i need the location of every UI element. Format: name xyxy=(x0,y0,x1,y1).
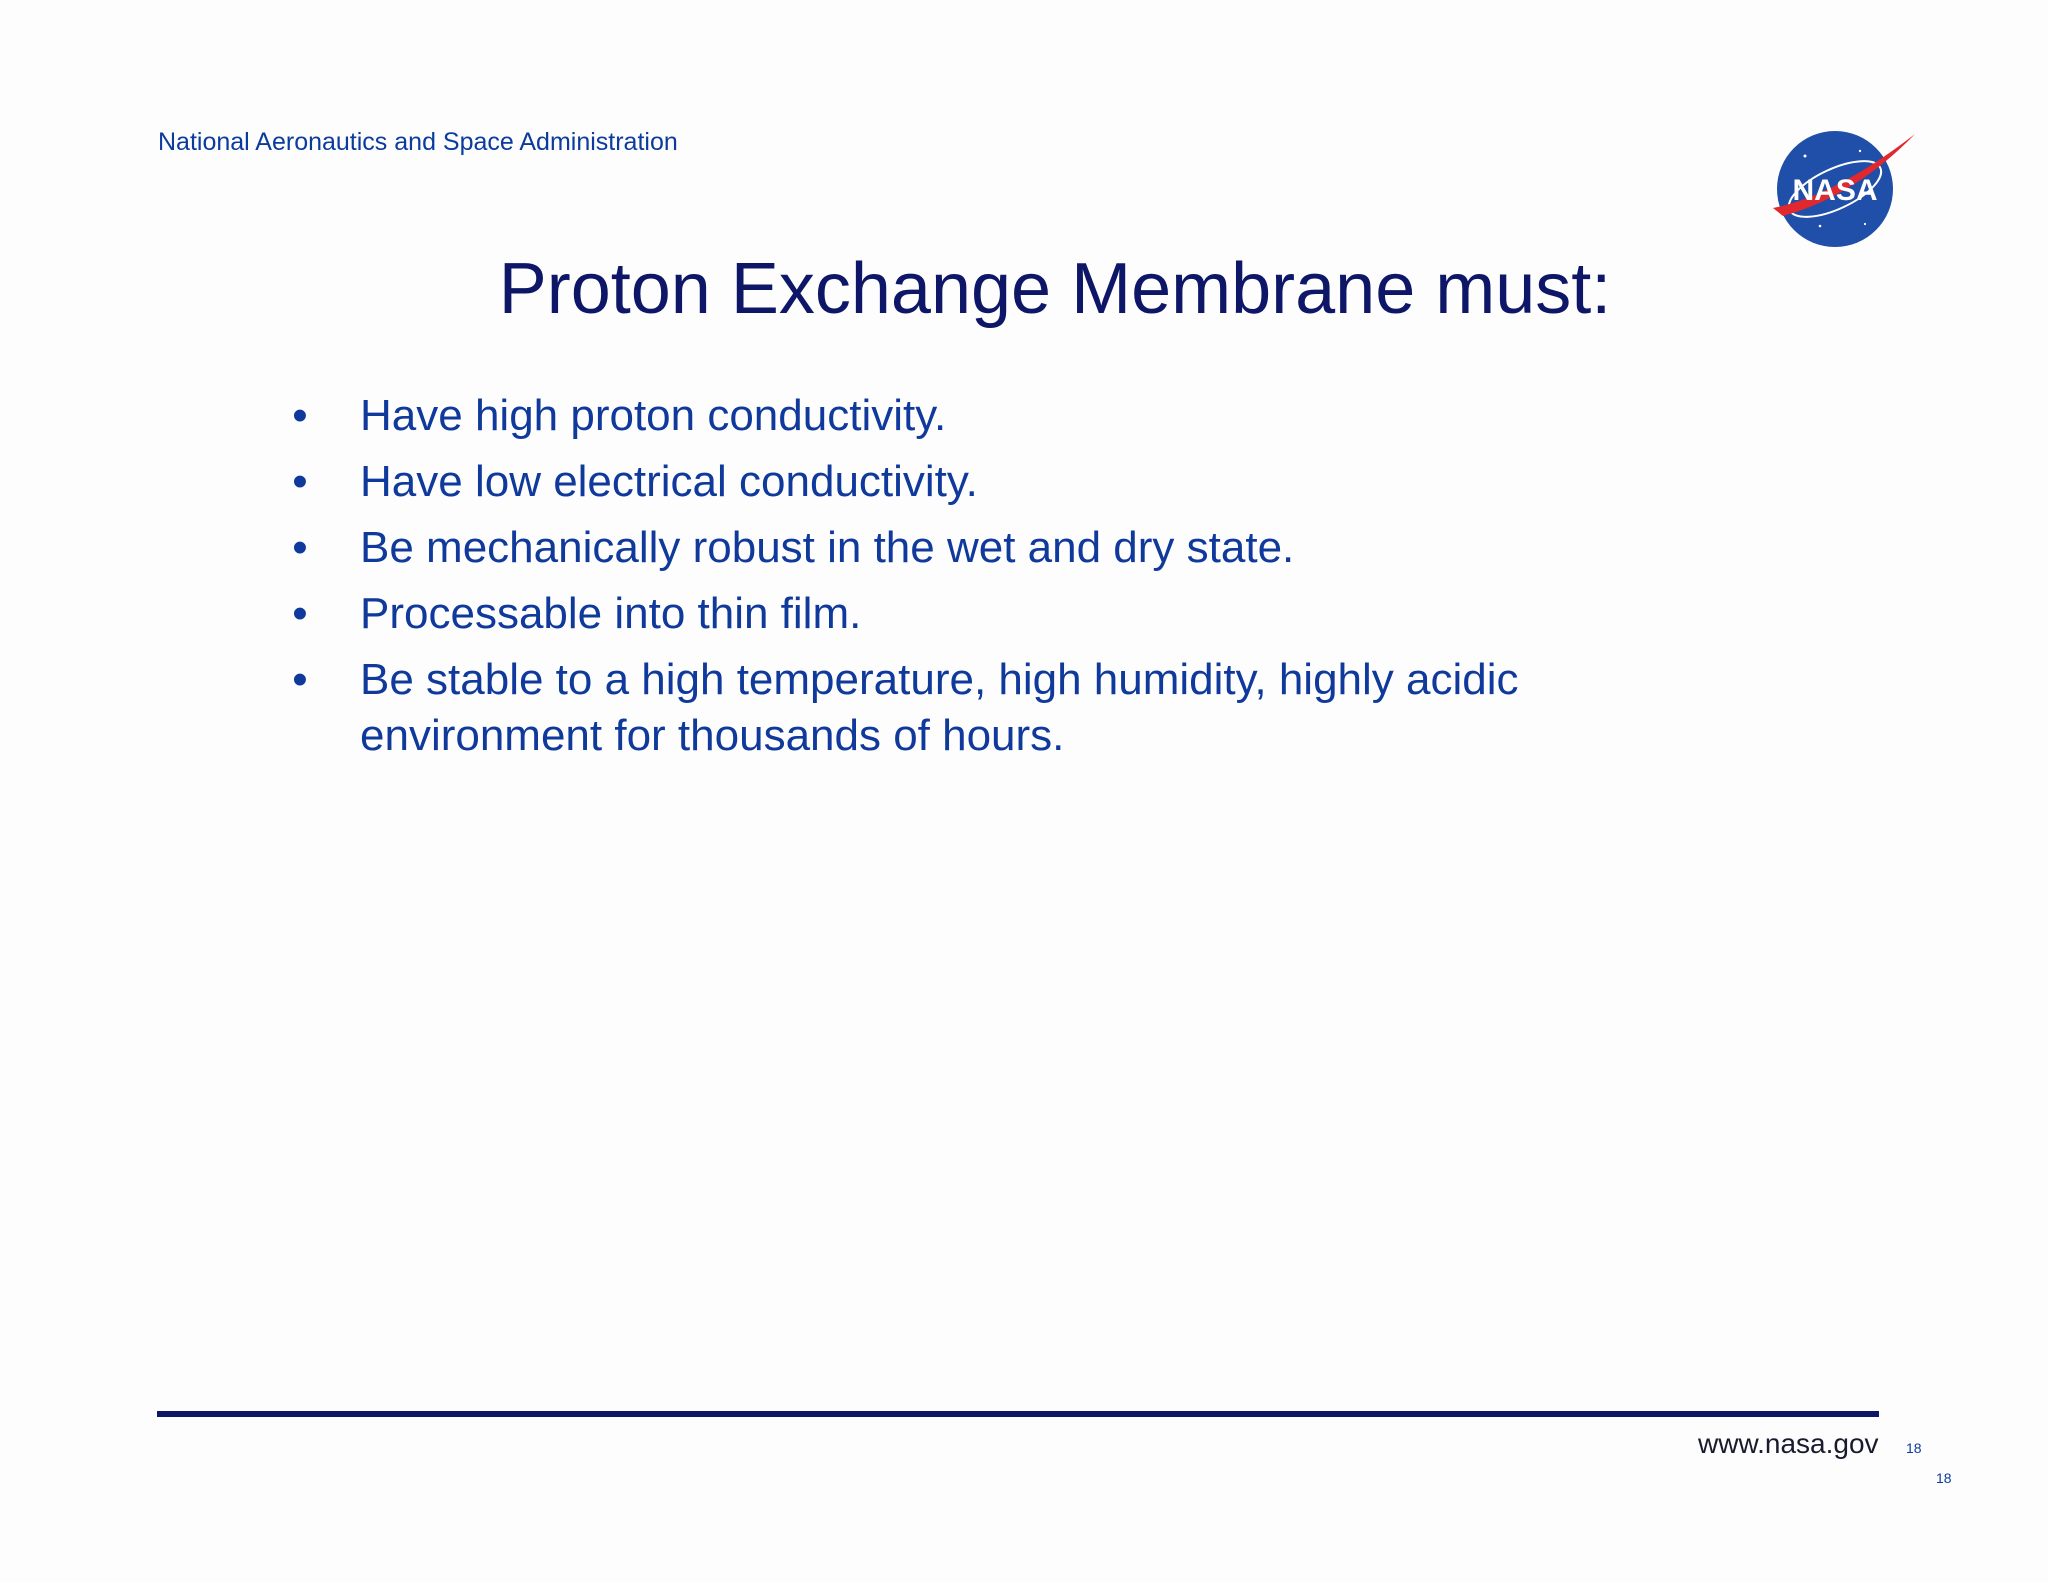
footer-divider xyxy=(157,1411,1879,1417)
bullet-list xyxy=(288,388,1618,774)
bullet-icon: • xyxy=(292,655,308,704)
slide-title: Proton Exchange Membrane must: xyxy=(498,249,1612,329)
bullet-text: Processable into thin film. xyxy=(360,589,862,638)
page-number-inline: 18 xyxy=(1906,1440,1922,1456)
bullet-icon: • xyxy=(292,457,308,506)
bullet-item xyxy=(288,454,1618,510)
bullet-item xyxy=(288,520,1618,576)
bullet-text: Have low electrical conductivity. xyxy=(360,457,978,506)
bullet-icon: • xyxy=(292,391,308,440)
footer-url-link[interactable]: www.nasa.gov xyxy=(1698,1428,1879,1459)
page-number: 18 xyxy=(1936,1470,1952,1486)
bullet-text: Be stable to a high temperature, high humidity, highly acidic environment for thousands of hours. xyxy=(360,655,1519,760)
bullet-item xyxy=(288,586,1618,642)
bullet-text: Have high proton conductivity. xyxy=(360,391,947,440)
bullet-item xyxy=(288,652,1618,764)
svg-text:NASA: NASA xyxy=(1792,174,1878,207)
bullet-text: Be mechanically robust in the wet and dry state. xyxy=(360,523,1295,572)
nasa-logo xyxy=(1765,126,1917,252)
bullet-icon: • xyxy=(292,523,308,572)
bullet-icon: • xyxy=(292,589,308,638)
agency-name: National Aeronautics and Space Administration xyxy=(158,128,678,156)
bullet-item xyxy=(288,388,1618,444)
